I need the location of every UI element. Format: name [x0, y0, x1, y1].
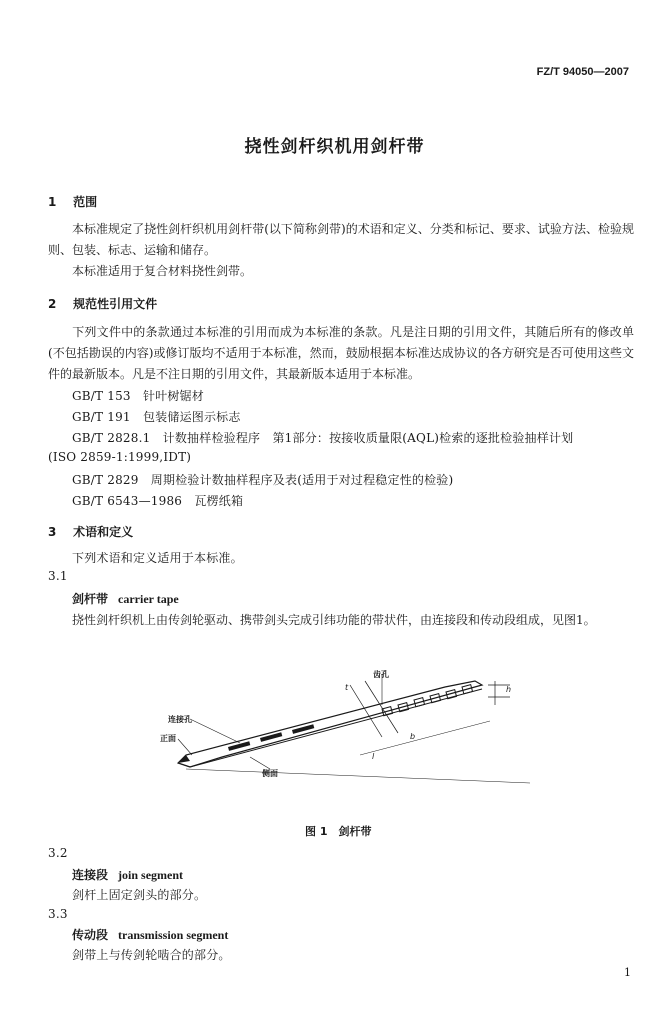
- section-2-intro-text: 下列文件中的条款通过本标准的引用而成为本标准的条款。凡是注日期的引用文件，其随后所有的修改单(不包括勘误的内容)或修订版均不适用于本标准，然而，鼓励根据本标准达成协议的各方研究是否可使用这些文件的最新版本。凡是不注日期的引用文件，其最新版本适用于本标准。: [48, 325, 634, 381]
- section-2-title: 规范性引用文件: [73, 297, 158, 311]
- label-side: 侧面: [262, 769, 278, 778]
- section-1-number: 1: [48, 195, 57, 209]
- section-1-title: 范围: [73, 195, 98, 209]
- connect-hole: [260, 732, 282, 742]
- term-heading: [72, 590, 179, 607]
- reference-item-continued: (ISO 2859-1:1999,IDT): [48, 450, 192, 464]
- section-1-paragraph-1-text: 本标准规定了挠性剑杆织机用剑杆带(以下简称剑带)的术语和定义、分类和标记、要求、试验方法、检验规则、包装、标志、运输和储存。: [48, 222, 634, 257]
- section-1-heading: [48, 193, 97, 210]
- term-zh: 连接段: [72, 868, 109, 882]
- dimension-line: [360, 721, 490, 755]
- label-tooth-hole: 齿孔: [373, 670, 389, 679]
- reference-item: GB/T 2829 周期检验计数抽样程序及表(适用于对过程稳定性的检验): [72, 473, 454, 487]
- section-1-paragraph-1: [48, 219, 634, 261]
- label-connect-hole: 连接孔: [168, 715, 192, 724]
- term-heading: [72, 866, 183, 883]
- document-title: 挠性剑杆织机用剑杆带: [244, 137, 425, 157]
- section-2-heading: [48, 295, 157, 312]
- label-b: b: [410, 732, 416, 741]
- label-l1: l: [372, 752, 375, 761]
- term-definition: 剑杆上固定剑头的部分。: [72, 888, 207, 902]
- section-3-heading: [48, 523, 133, 540]
- page-number: 1: [624, 966, 631, 979]
- section-1-paragraph-2: [48, 261, 634, 282]
- section-2-number: 2: [48, 297, 57, 311]
- term-definition: 剑带上与传剑轮啮合的部分。: [72, 948, 231, 962]
- standard-code: FZ/T 94050—2007: [536, 66, 629, 78]
- term-number: 3.1: [48, 569, 68, 583]
- carrier-tape-figure: [150, 665, 530, 785]
- term-zh: 剑杆带: [72, 592, 109, 606]
- reference-item: GB/T 153 针叶树锯材: [72, 389, 204, 403]
- reference-item: GB/T 6543—1986 瓦楞纸箱: [72, 494, 244, 508]
- label-h: h: [506, 685, 512, 694]
- term-heading: [72, 926, 228, 943]
- term-en: carrier tape: [118, 592, 179, 606]
- section-3-intro: 下列术语和定义适用于本标准。: [72, 551, 243, 565]
- dimension-line: [186, 769, 530, 783]
- reference-item: GB/T 2828.1 计数抽样检验程序 第1部分：按接收质量限(AQL)检索的逐批检验抽样计划: [72, 431, 574, 445]
- label-t: t: [345, 683, 349, 692]
- term-zh: 传动段: [72, 928, 109, 942]
- section-3-number: 3: [48, 525, 57, 539]
- leader-line: [190, 719, 240, 743]
- section-1-paragraph-2-text: 本标准适用于复合材料挠性剑带。: [72, 264, 253, 278]
- term-number: 3.2: [48, 846, 68, 860]
- label-front: 正面: [160, 734, 176, 743]
- section-2-intro: [48, 322, 634, 385]
- leader-line: [178, 739, 192, 755]
- term-definition: [48, 610, 634, 631]
- term-en: join segment: [118, 868, 184, 882]
- term-en: transmission segment: [118, 928, 229, 942]
- reference-item: GB/T 191 包装储运图示标志: [72, 410, 241, 424]
- term-definition-text: 挠性剑杆织机上由传剑轮驱动、携带剑头完成引纬功能的带状件，由连接段和传动段组成，见图1。: [72, 613, 596, 627]
- figure-caption: 图 1 剑杆带: [305, 825, 372, 838]
- tape-side-edge: [178, 763, 190, 767]
- term-number: 3.3: [48, 907, 68, 921]
- section-3-title: 术语和定义: [73, 525, 134, 539]
